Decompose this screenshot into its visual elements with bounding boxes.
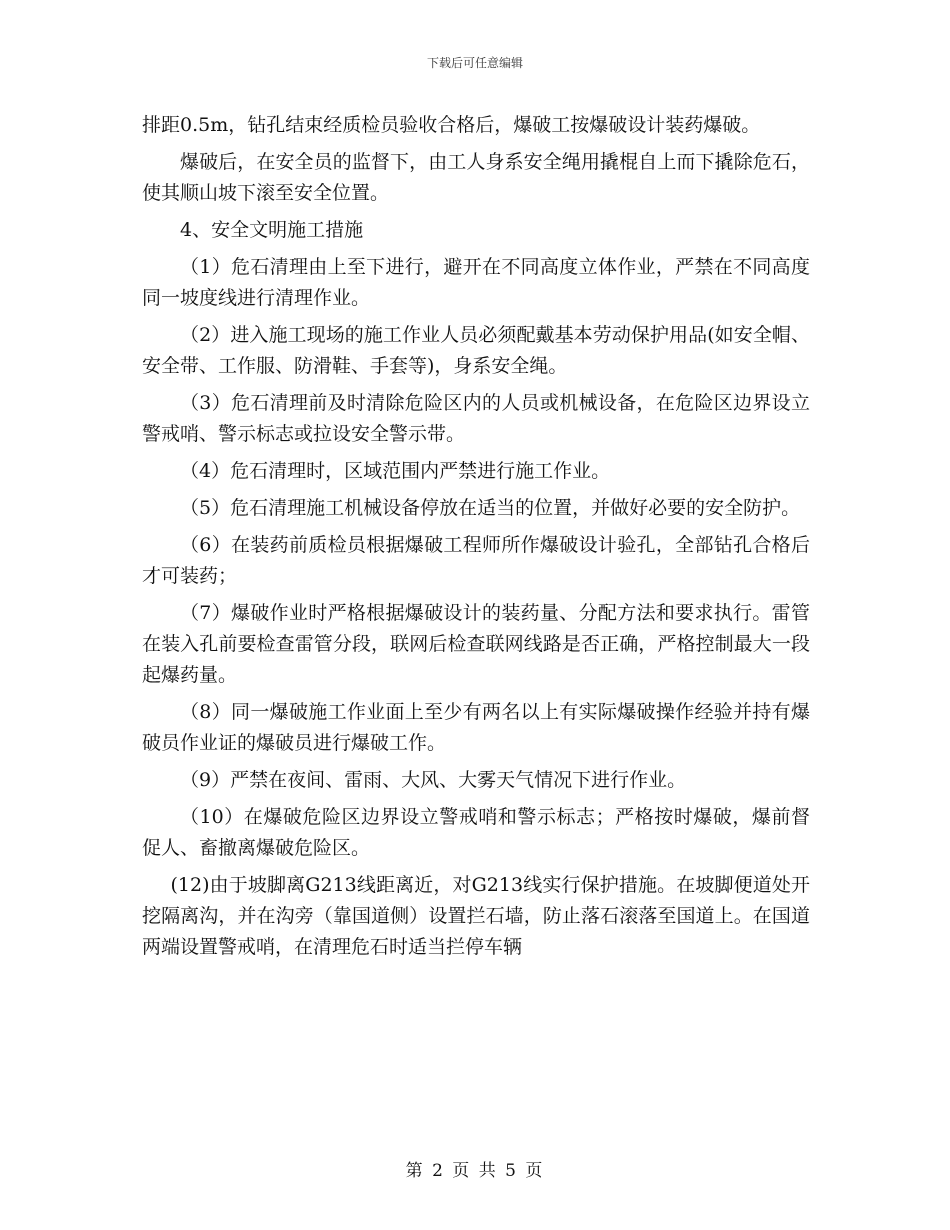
page-header: 下载后可任意编辑 xyxy=(426,56,523,70)
paragraph: 爆破后，在安全员的监督下，由工人身系安全绳用撬棍自上而下撬除危石，使其顺山坡下滚至安全位置。 xyxy=(142,151,810,204)
list-item: （8）同一爆破施工作业面上至少有两名以上有实际爆破操作经验并持有爆破员作业证的爆破员进行爆破工作。 xyxy=(142,701,810,754)
list-item: （3）危石清理前及时清除危险区内的人员或机械设备，在危险区边界设立警戒哨、警示标志或拉设安全警示带。 xyxy=(142,392,810,445)
list-item: （2）进入施工现场的施工作业人员必须配戴基本劳动保护用品(如安全帽、安全带、工作服、防滑鞋、手套等)，身系安全绳。 xyxy=(142,324,810,377)
list-item: （9）严禁在夜间、雷雨、大风、大雾天气情况下进行作业。 xyxy=(180,769,687,791)
list-item: （1）危石清理由上至下进行，避开在不同高度立体作业，严禁在不同高度同一坡度线进行清理作业。 xyxy=(142,256,810,309)
paragraph: 排距0.5m，钻孔结束经质检员验收合格后，爆破工按爆破设计装药爆破。 xyxy=(142,114,761,136)
list-item: （5）危石清理施工机械设备停放在适当的位置，并做好必要的安全防护。 xyxy=(180,497,801,519)
section-heading: 4、安全文明施工措施 xyxy=(180,219,364,241)
list-item: （7）爆破作业时严格根据爆破设计的装药量、分配方法和要求执行。雷管在装入孔前要检查雷管分段，联网后检查联网线路是否正确，严格控制最大一段起爆药量。 xyxy=(142,602,810,686)
list-item: （4）危石清理时，区域范围内严禁进行施工作业。 xyxy=(180,460,611,482)
list-item: （6）在装药前质检员根据爆破工程师所作爆破设计验孔，全部钻孔合格后才可装药； xyxy=(142,534,810,587)
list-item: （10）在爆破危险区边界设立警戒哨和警示标志；严格按时爆破，爆前督促人、畜撤离爆破危险区。 xyxy=(142,806,810,859)
page-number: 第 2 页 共 5 页 xyxy=(405,1161,545,1181)
list-item: (12)由于坡脚离G213线距离近，对G213线实行保护措施。在坡脚便道处开挖隔离沟，并在沟旁（靠国道侧）设置拦石墙，防止落石滚落至国道上。在国道两端设置警戒哨，在清理危石时适当拦停车辆 xyxy=(142,874,810,958)
document-body xyxy=(142,110,810,969)
